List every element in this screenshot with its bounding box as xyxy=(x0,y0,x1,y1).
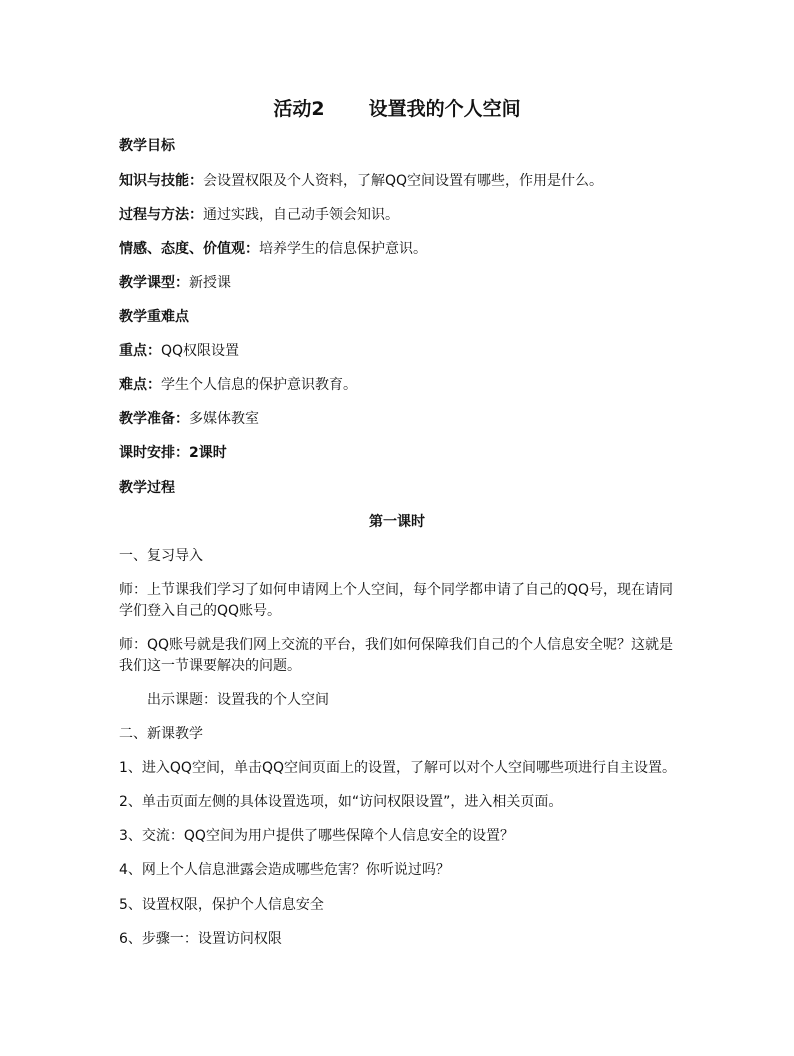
lesson-type-text: 新授课 xyxy=(189,275,231,291)
process-text: 通过实践，自己动手领会知识。 xyxy=(203,207,399,223)
step-5: 5、设置权限，保护个人信息安全 xyxy=(119,897,324,913)
lesson-type-label: 教学课型： xyxy=(119,275,189,291)
step-3: 3、交流：QQ空间为用户提供了哪些保障个人信息安全的设置？ xyxy=(119,828,514,844)
key-line xyxy=(119,341,239,361)
emotion-line xyxy=(119,239,427,259)
difficult-label: 难点： xyxy=(119,377,161,393)
first-lesson-heading: 第一课时 xyxy=(369,514,425,530)
prep-label: 教学准备： xyxy=(119,411,189,427)
key-text: QQ权限设置 xyxy=(161,343,240,359)
difficult-text: 学生个人信息的保护意识教育。 xyxy=(161,377,357,393)
step-1: 1、进入QQ空间，单击QQ空间页面上的设置，了解可以对个人空间哪些项进行自主设置。 xyxy=(119,760,676,776)
emotion-text: 培养学生的信息保护意识。 xyxy=(259,241,427,257)
process-heading: 教学过程 xyxy=(119,480,175,496)
section-new-lesson: 二、新课教学 xyxy=(119,726,203,742)
key-label: 重点： xyxy=(119,343,161,359)
page-title xyxy=(0,96,794,122)
objectives-heading: 教学目标 xyxy=(119,138,175,154)
title-text: 设置我的个人空间 xyxy=(368,98,521,120)
para2-line1: 师：QQ账号就是我们网上交流的平台，我们如何保障我们自己的个人信息安全呢？这就是 xyxy=(119,637,674,653)
prep-line xyxy=(119,409,259,429)
show-topic: 出示课题：设置我的个人空间 xyxy=(147,692,329,708)
para1-line2: 学们登入自己的QQ账号。 xyxy=(119,603,282,619)
knowledge-line xyxy=(119,171,603,191)
emotion-label: 情感、态度、价值观： xyxy=(119,241,259,257)
section-review: 一、复习导入 xyxy=(119,548,203,564)
difficult-line xyxy=(119,375,357,395)
title-activity: 活动2 xyxy=(273,98,325,120)
key-points-heading: 教学重难点 xyxy=(119,309,189,325)
process-label: 过程与方法： xyxy=(119,207,203,223)
para1-line1: 师：上节课我们学习了如何申请网上个人空间，每个同学都申请了自己的QQ号，现在请同 xyxy=(119,582,674,598)
prep-text: 多媒体教室 xyxy=(189,411,259,427)
process-line xyxy=(119,205,399,225)
schedule-line: 课时安排：2课时 xyxy=(119,445,227,461)
knowledge-text: 会设置权限及个人资料，了解QQ空间设置有哪些，作用是什么。 xyxy=(203,173,604,189)
lesson-type-line xyxy=(119,273,231,293)
step-4: 4、网上个人信息泄露会造成哪些危害？你听说过吗？ xyxy=(119,862,450,878)
step-2: 2、单击页面左侧的具体设置选项，如“访问权限设置”，进入相关页面。 xyxy=(119,794,563,810)
para2-line2: 我们这一节课要解决的问题。 xyxy=(119,658,301,674)
knowledge-label: 知识与技能： xyxy=(119,173,203,189)
step-6: 6、步骤一：设置访问权限 xyxy=(119,931,282,947)
